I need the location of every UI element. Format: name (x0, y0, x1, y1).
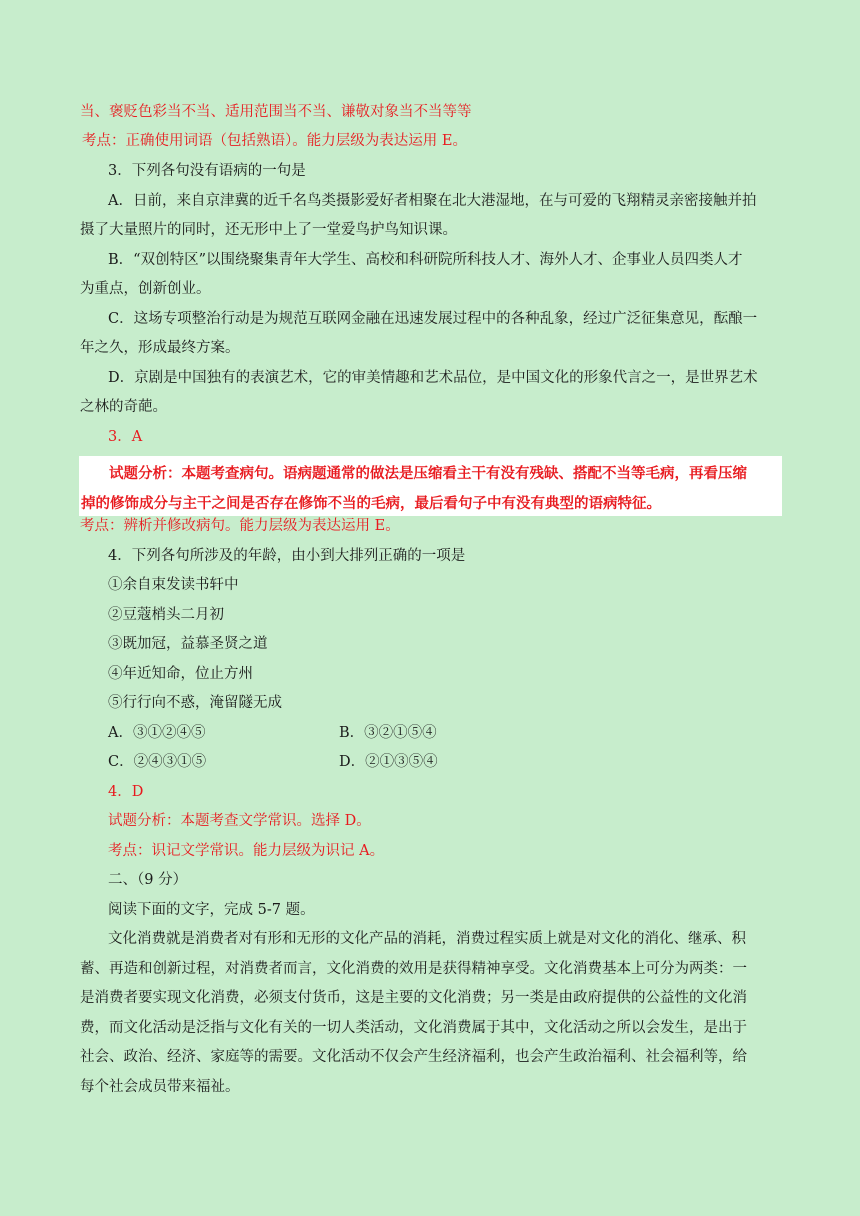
q3-analysis-box (79, 456, 782, 516)
q4-item-2: ②豆蔻梢头二月初 (108, 607, 224, 623)
q3-analysis-line1: 试题分析：本题考查病句。语病题通常的做法是压缩看主干有没有残缺、搭配不当等毛病，再看压缩 (109, 466, 747, 482)
q3-kaodian: 考点：辨析并修改病句。能力层级为表达运用 E。 (80, 518, 400, 534)
q4-option-b: B．③②①⑤④ (339, 725, 437, 741)
passage-line-2: 蓄、再造和创新过程，对消费者而言，文化消费的效用是获得精神享受。文化消费基本上可分为两类：一 (80, 961, 747, 977)
q4-option-a: A．③①②④⑤ (108, 725, 206, 741)
q3-option-a-line1: A．日前，来自京津冀的近千名鸟类摄影爱好者相聚在北大港湿地，在与可爱的飞翔精灵亲密接触并拍 (108, 193, 757, 209)
section-2-heading: 二、（9 分） (108, 872, 188, 888)
q4-stem: 4．下列各句所涉及的年龄，由小到大排列正确的一项是 (108, 548, 466, 564)
q3-stem: 3．下列各句没有语病的一句是 (108, 163, 306, 179)
q2-kaodian: 考点：正确使用词语（包括熟语）。能力层级为表达运用 E。 (82, 133, 467, 149)
q4-option-d: D．②①③⑤④ (339, 754, 438, 770)
q3-option-b-line1: B．“双创特区”以围绕聚集青年大学生、高校和科研院所科技人才、海外人才、企事业人员四类人才 (108, 252, 743, 268)
q3-option-b-line2: 为重点，创新创业。 (80, 281, 211, 297)
q4-kaodian: 考点：识记文学常识。能力层级为识记 A。 (108, 843, 385, 859)
passage-line-5: 社会、政治、经济、家庭等的需要。文化活动不仅会产生经济福利，也会产生政治福利、社会福利等，给 (80, 1049, 747, 1065)
q3-option-a-line2: 摄了大量照片的同时，还无形中上了一堂爱鸟护鸟知识课。 (80, 222, 457, 238)
q3-answer: 3．A (108, 429, 143, 445)
q4-analysis: 试题分析：本题考查文学常识。选择 D。 (108, 813, 371, 829)
q3-option-d-line1: D．京剧是中国独有的表演艺术，它的审美情趣和艺术品位，是中国文化的形象代言之一，是世界艺术 (108, 370, 758, 386)
q4-answer: 4．D (108, 784, 144, 800)
passage-line-3: 是消费者要实现文化消费，必须支付货币，这是主要的文化消费；另一类是由政府提供的公益性的文化消 (80, 990, 747, 1006)
q4-item-3: ③既加冠，益慕圣贤之道 (108, 636, 268, 652)
q4-option-c: C．②④③①⑤ (108, 754, 207, 770)
passage-line-1: 文化消费就是消费者对有形和无形的文化产品的消耗，消费过程实质上就是对文化的消化、继承、积 (108, 931, 746, 947)
passage-line-6: 每个社会成员带来福祉。 (80, 1079, 240, 1095)
q4-item-4: ④年近知命，位止方州 (108, 666, 253, 682)
q3-option-c-line1: C．这场专项整治行动是为规范互联网金融在迅速发展过程中的各种乱象，经过广泛征集意见，酝酿一 (108, 311, 758, 327)
q4-item-1: ①余自束发读书轩中 (108, 577, 239, 593)
q3-analysis-line2: 掉的修饰成分与主干之间是否存在修饰不当的毛病，最后看句子中有没有典型的语病特征。 (81, 496, 661, 512)
q3-option-d-line2: 之林的奇葩。 (80, 399, 167, 415)
q4-item-5: ⑤行行向不惑，淹留隧无成 (108, 695, 282, 711)
section-2-instruction: 阅读下面的文字，完成 5-7 题。 (108, 902, 315, 918)
passage-line-4: 费，而文化活动是泛指与文化有关的一切人类活动，文化消费属于其中，文化活动之所以会发生，是出于 (80, 1020, 747, 1036)
prev-answer-fragment: 当、褒贬色彩当不当、适用范围当不当、谦敬对象当不当等等 (80, 104, 472, 120)
q3-option-c-line2: 年之久，形成最终方案。 (80, 340, 240, 356)
